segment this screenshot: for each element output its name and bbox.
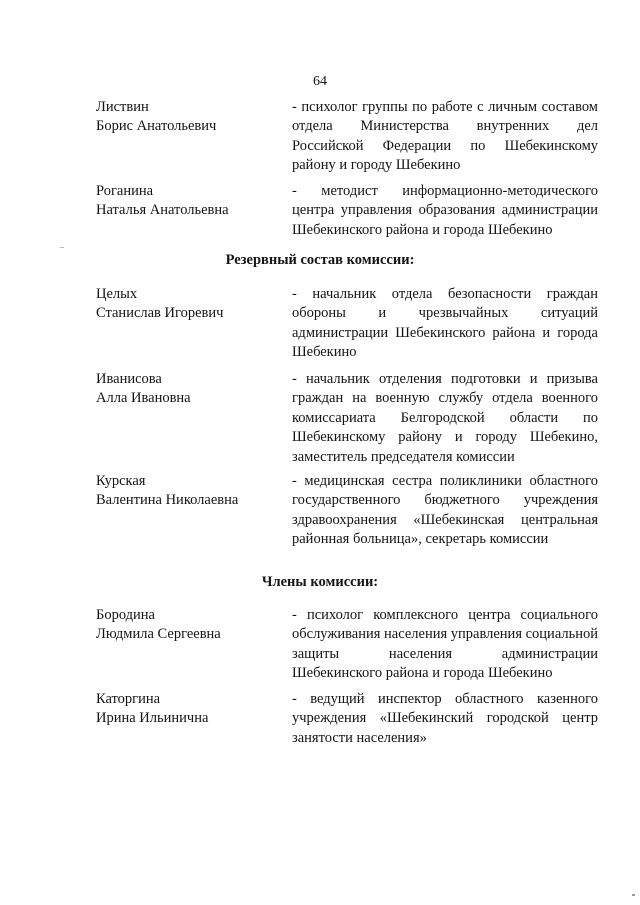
person-name	[96, 606, 276, 645]
section-heading-members: Члены комиссии:	[261, 574, 379, 590]
person-given-names: Людмила Сергеевна	[96, 626, 221, 643]
person-role: - методист информационно-методического центра управления образования администрации Шебекинского района и города Шебекино	[292, 183, 598, 238]
page-number: 64	[313, 74, 327, 89]
person-name	[96, 370, 276, 409]
person-given-names: Станислав Игоревич	[96, 305, 224, 322]
person-surname: Иванисова	[96, 371, 162, 387]
person-surname: Бородина	[96, 607, 155, 623]
person-role: - медицинская сестра поликлиники областного государственного бюджетного учреждения здравоохранения «Шебекинская центральная районная больница», секретарь комиссии	[292, 473, 598, 548]
person-given-names: Алла Ивановна	[96, 390, 191, 407]
person-given-names: Наталья Анатольевна	[96, 202, 229, 219]
person-role: - начальник отделения подготовки и призыва граждан на военную службу отдела военного комиссариата Белгородской области по Шебекинскому району и городу Шебекино, заместитель председателя комиссии	[292, 371, 598, 465]
person-name	[96, 182, 276, 221]
person-surname: Каторгина	[96, 691, 161, 707]
person-role: - психолог группы по работе с личным составом отдела Министерства внутренних дел Российской Федерации по Шебекинскому району и городу Шебекино	[292, 99, 598, 174]
person-name	[96, 98, 276, 137]
scan-mark	[632, 894, 635, 896]
person-given-names: Валентина Николаевна	[96, 492, 239, 509]
margin-mark	[60, 247, 64, 248]
person-role: - начальник отдела безопасности граждан обороны и чрезвычайных ситуаций администрации Шебекинского района и города Шебекино	[292, 286, 598, 361]
person-name	[96, 472, 276, 511]
section-heading-reserve: Резервный состав комиссии:	[225, 252, 415, 268]
person-role: - психолог комплексного центра социального обслуживания населения управления социальной защиты населения администрации Шебекинского района и города Шебекино	[292, 607, 598, 682]
person-given-names: Борис Анатольевич	[96, 118, 217, 135]
person-given-names: Ирина Ильинична	[96, 710, 209, 727]
person-name	[96, 690, 276, 729]
person-surname: Курская	[96, 473, 146, 489]
person-surname: Целых	[96, 286, 138, 302]
person-role: - ведущий инспектор областного казенного учреждения «Шебекинский городской центр занятости населения»	[292, 691, 598, 746]
person-surname: Листвин	[96, 99, 149, 115]
person-surname: Роганина	[96, 183, 154, 199]
person-name	[96, 285, 276, 324]
